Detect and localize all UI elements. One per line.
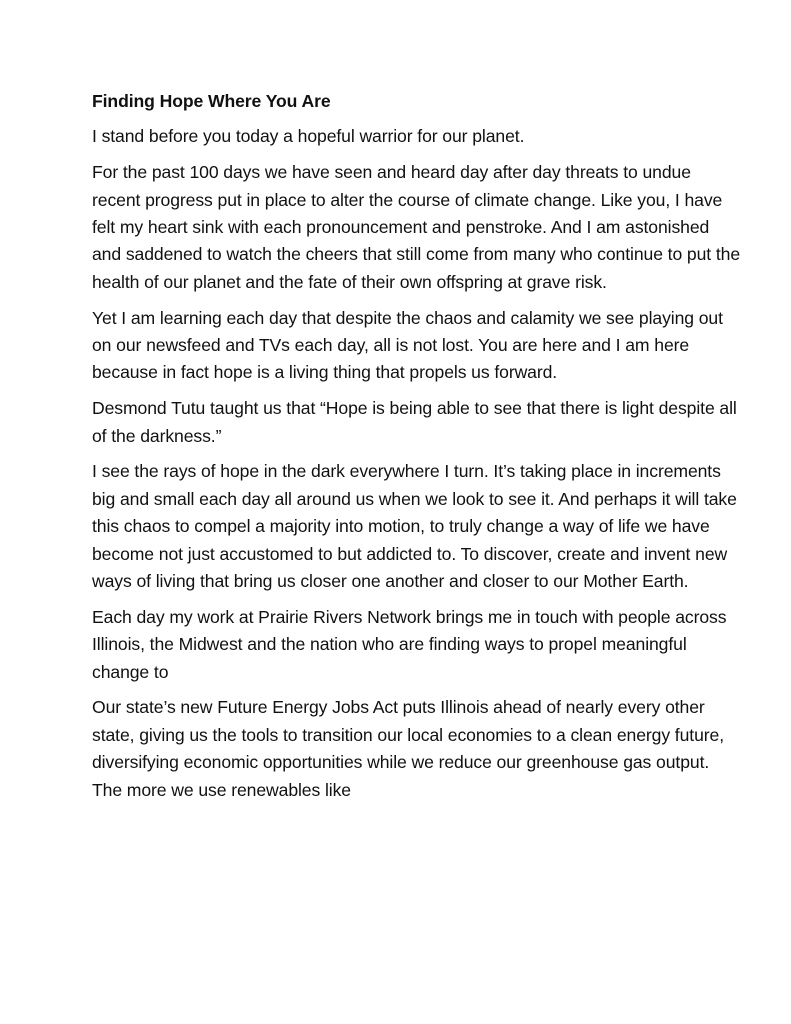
paragraph: I see the rays of hope in the dark everywhere I turn. It’s taking place in increments big and small each day all around us when we look to see it. And perhaps it will take this chaos to compel a majority into motion, to truly change a way of life we have become not just accustomed to but addicted to. To discover, create and invent new ways of living that bring us closer one another and closer to our Mother Earth. bbox=[92, 461, 737, 592]
document-title: Finding Hope Where You Are bbox=[92, 91, 331, 111]
paragraph: Yet I am learning each day that despite the chaos and calamity we see playing out on our newsfeed and TVs each day, all is not lost. You are here and I am here because in fact hope is a living thing that propels us forward. bbox=[92, 307, 723, 383]
paragraph: I stand before you today a hopeful warrior for our planet. bbox=[92, 126, 525, 147]
paragraph: For the past 100 days we have seen and heard day after day threats to undue recent progress put in place to alter the course of climate change. Like you, I have felt my heart sink with each pronouncement and penstroke. And I am astonished and saddened to watch the cheers that still come from many who continue to put the health of our planet and the fate of their own offspring at grave risk. bbox=[92, 162, 741, 292]
paragraph: Desmond Tutu taught us that “Hope is being able to see that there is light despite all of the darkness.” bbox=[92, 398, 737, 446]
document-body bbox=[92, 88, 742, 812]
paragraph: Each day my work at Prairie Rivers Network brings me in touch with people across Illinois, the Midwest and the nation who are finding ways to propel meaningful change to bbox=[92, 606, 727, 682]
paragraph: Our state’s new Future Energy Jobs Act puts Illinois ahead of nearly every other state, giving us the tools to transition our local economies to a clean energy future, diversifying economic opportunities while we reduce our greenhouse gas output. The more we use renewables like bbox=[92, 697, 724, 800]
